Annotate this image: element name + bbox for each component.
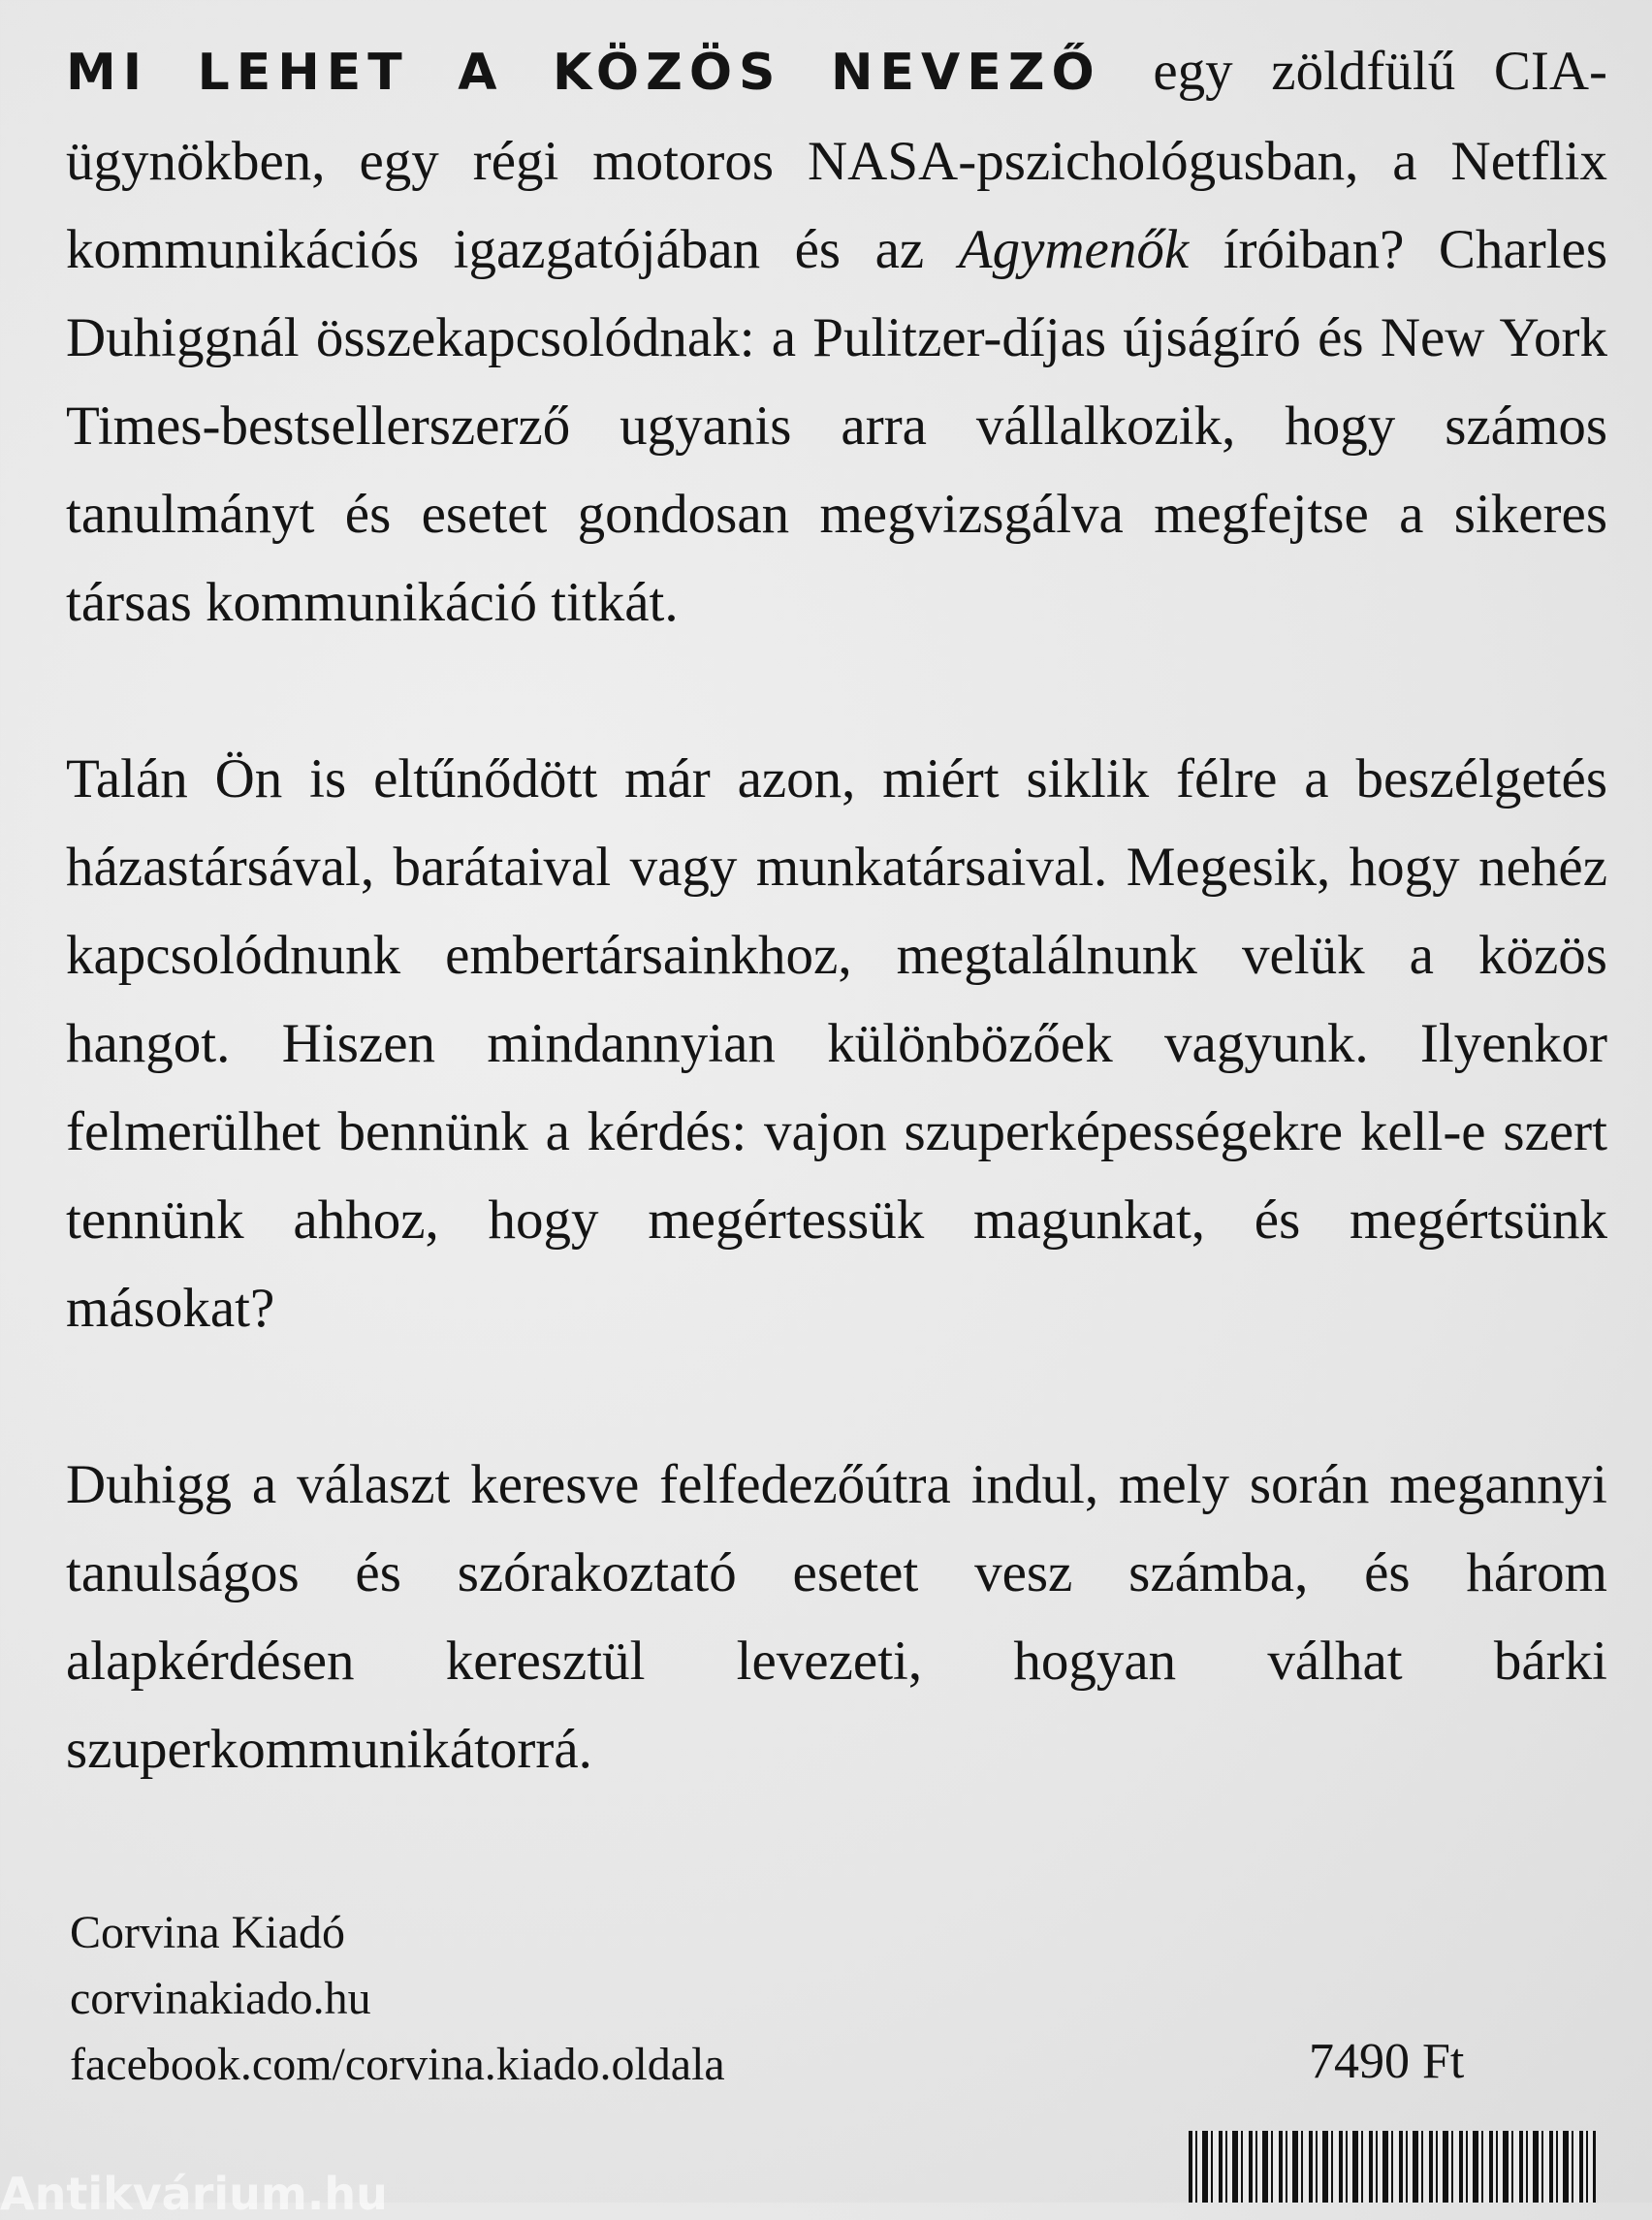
blurb-p1-title: Agymenők xyxy=(958,219,1190,280)
publisher-facebook: facebook.com/corvina.kiado.oldala xyxy=(70,2039,725,2090)
blurb-paragraph-3: Duhigg a választ keresve felfedezőútra indul, mely során megannyi tanulságos és szórakoztató esetet vesz számba, és három alapkérdésen keresztül levezeti, hogyan válhat bárki szuperkommunikátorrá. xyxy=(66,1454,1607,1780)
blurb-p1-part1: egy zöldfülű CIA-ügynökben, egy régi motoros NASA-pszichológusban, a Netflix kommunikációs igazgatójában és az xyxy=(66,41,1608,280)
publisher-name: Corvina Kiadó xyxy=(70,1907,345,1958)
publisher-website: corvinakiado.hu xyxy=(70,1973,371,2024)
publisher-info xyxy=(70,1900,725,2098)
blurb-paragraph-1 xyxy=(66,27,1607,647)
blurb-text xyxy=(66,27,1607,1882)
blurb-p1-part2: íróiban? Charles Duhiggnál összekapcsolódnak: a Pulitzer-díjas újságíró és New York Times-bestsellerszerző ugyanis arra vállalkozik, hogy számos tanulmányt és esetet gondosan megvizsgálva megfejtse a sikeres társas kommunikáció titkát. xyxy=(66,219,1608,633)
blurb-paragraph-2: Talán Ön is eltűnődött már azon, miért siklik félre a beszélgetés házastársával, barátaival vagy munkatársaival. Megesik, hogy nehéz kapcsolódnunk embertársainkhoz, megtalálnunk velük a közös hangot. Hiszen mindannyian különbözőek vagyunk. Ilyenkor felmerülhet bennünk a kérdés: vajon szuperképességekre kell-e szert tennünk ahhoz, hogy megértessük magunkat, és megértsünk másokat? xyxy=(66,748,1607,1339)
barcode xyxy=(1189,2131,1596,2203)
price-label: 7490 Ft xyxy=(1309,2034,1465,2089)
watermark: Antikvárium.hu xyxy=(0,2168,388,2220)
blurb-lead-caps: MI LEHET A KÖZÖS NEVEZŐ xyxy=(66,44,1101,102)
